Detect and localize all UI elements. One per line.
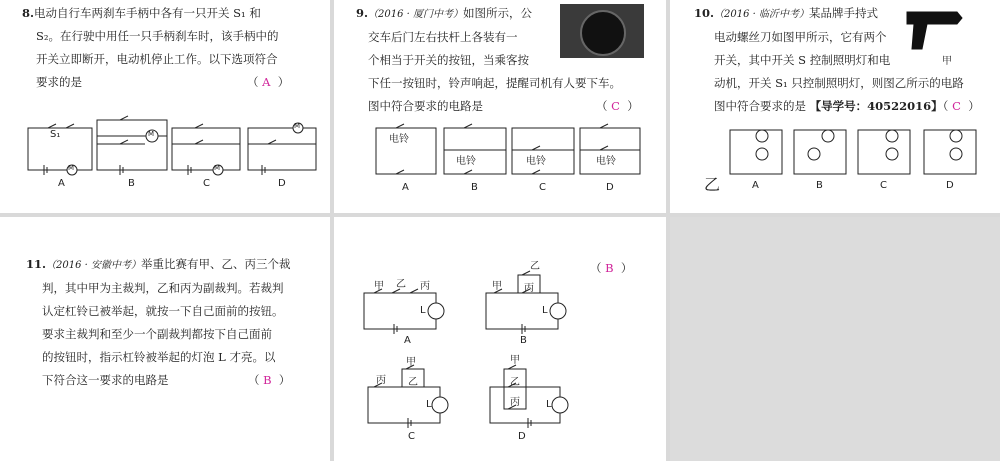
lamp-label-c: L	[426, 399, 432, 410]
answer-box: （ B ）	[590, 261, 633, 275]
answer-box: （ C ）	[596, 99, 639, 113]
q11-circuit-d	[490, 365, 568, 428]
q8-m-label-a: M	[68, 164, 75, 172]
bell-label-a: 电铃	[389, 134, 409, 145]
bell-label-c: 电铃	[526, 156, 546, 167]
judge-jia: 甲	[374, 281, 384, 292]
q10-circuit-c	[858, 130, 910, 174]
judge-jia: 甲	[492, 281, 502, 292]
q8-m-label-d: M	[294, 122, 301, 130]
option-c: C	[880, 180, 887, 191]
judge-bing: 丙	[376, 375, 386, 386]
q8-m-label-b: M	[148, 130, 155, 138]
question-9-panel	[334, 0, 666, 213]
option-c: C	[539, 182, 546, 193]
answer-box: （ B ）	[248, 373, 291, 387]
option-a: A	[402, 182, 409, 193]
q8-s1-label-a: S₁	[50, 129, 61, 140]
q10-circuit-d	[924, 130, 976, 174]
q9-circuits	[334, 0, 666, 213]
fig-jia-label: 甲	[942, 56, 952, 67]
judge-bing: 丙	[510, 397, 520, 408]
question-10-panel	[670, 0, 1000, 213]
option-b: B	[471, 182, 478, 193]
q8-m-label-c: M	[214, 164, 221, 172]
judge-yi: 乙	[530, 261, 540, 272]
option-d: D	[518, 431, 526, 442]
judge-jia: 甲	[406, 357, 416, 368]
answer: B	[263, 373, 272, 387]
question-10-text: 10.（2016 · 临沂中考）某品牌手持式 电动螺丝刀如图甲所示，它有两个 开关，其中开关 S 控制照明灯和电 动机，开关 S₁ 只控制照明灯，则图乙所示的电路 图中符合要求的是 【导学号：40522016】（ C ）	[694, 6, 980, 113]
q8-circuit-b	[97, 116, 167, 175]
empty-panel	[670, 217, 1000, 461]
option-d: D	[946, 180, 954, 191]
question-8-text: 8.电动自行车两刹车手柄中各有一只开关 S₁ 和 S₂。在行驶中用任一只手柄刹车时，该手柄中的 开关立即断开，电动机停止工作。以下选项符合 要求的是 （ A ）	[22, 2, 322, 94]
q10-circuit-b	[794, 130, 846, 174]
answer-box: （ A ）	[247, 75, 290, 89]
judge-jia: 甲	[510, 355, 520, 366]
bell-label-d: 电铃	[596, 156, 616, 167]
judge-yi: 乙	[396, 279, 406, 290]
option-a: A	[404, 335, 411, 346]
fig-yi-label: 乙	[704, 175, 721, 194]
judge-yi: 乙	[408, 377, 418, 388]
question-11-figure-panel	[334, 217, 666, 461]
lamp-label-b: L	[542, 305, 548, 316]
question-9-text: 9.（2016 · 厦门中考）如图所示，公 交车后门左右扶杆上各装有一 个相当于开关的按钮，当乘客按 下任一按钮时，铃声响起，提醒司机有人要下车。 图中符合要求的电路是 （ C ）	[356, 2, 656, 118]
option-c: C	[408, 431, 415, 442]
judge-yi: 乙	[510, 377, 520, 388]
question-8-panel	[0, 0, 330, 213]
judge-bing: 丙	[524, 283, 534, 294]
answer: A	[262, 75, 271, 89]
lamp-label-a: L	[420, 305, 426, 316]
question-11-panel	[0, 217, 330, 461]
option-a: A	[58, 178, 65, 189]
answer: C	[611, 99, 620, 113]
q11-circuits	[334, 217, 666, 461]
lamp-label-d: L	[546, 399, 552, 410]
option-c: C	[203, 178, 210, 189]
bell-label-b: 电铃	[456, 156, 476, 167]
option-b: B	[816, 180, 823, 191]
q11-circuit-a	[364, 289, 444, 334]
question-11-text: 11.（2016 · 安徽中考）举重比赛有甲、乙、丙三个裁 判，其中甲为主裁判，乙和丙为副裁判。若裁判 认定杠铃已被举起，就按一下自己面前的按钮。 要求主裁判和至少一个副裁判都按下自己面前 的按钮时，指示杠铃被举起的灯泡 L 才亮。以 下符合这一要求的电路是 （ B ）	[26, 253, 326, 392]
q10-circuit-a	[730, 130, 782, 174]
option-d: D	[278, 178, 286, 189]
option-d: D	[606, 182, 614, 193]
q8-circuit-c	[172, 124, 240, 175]
judge-bing: 丙	[420, 281, 430, 292]
answer: C	[952, 99, 961, 113]
question-number: 8.	[22, 6, 35, 20]
guide-number: 【导学号：40522016】	[809, 99, 943, 113]
option-b: B	[520, 335, 527, 346]
q8-circuit-d	[248, 123, 316, 175]
option-b: B	[128, 178, 135, 189]
option-a: A	[752, 180, 759, 191]
q9-circuit-c	[512, 128, 574, 174]
